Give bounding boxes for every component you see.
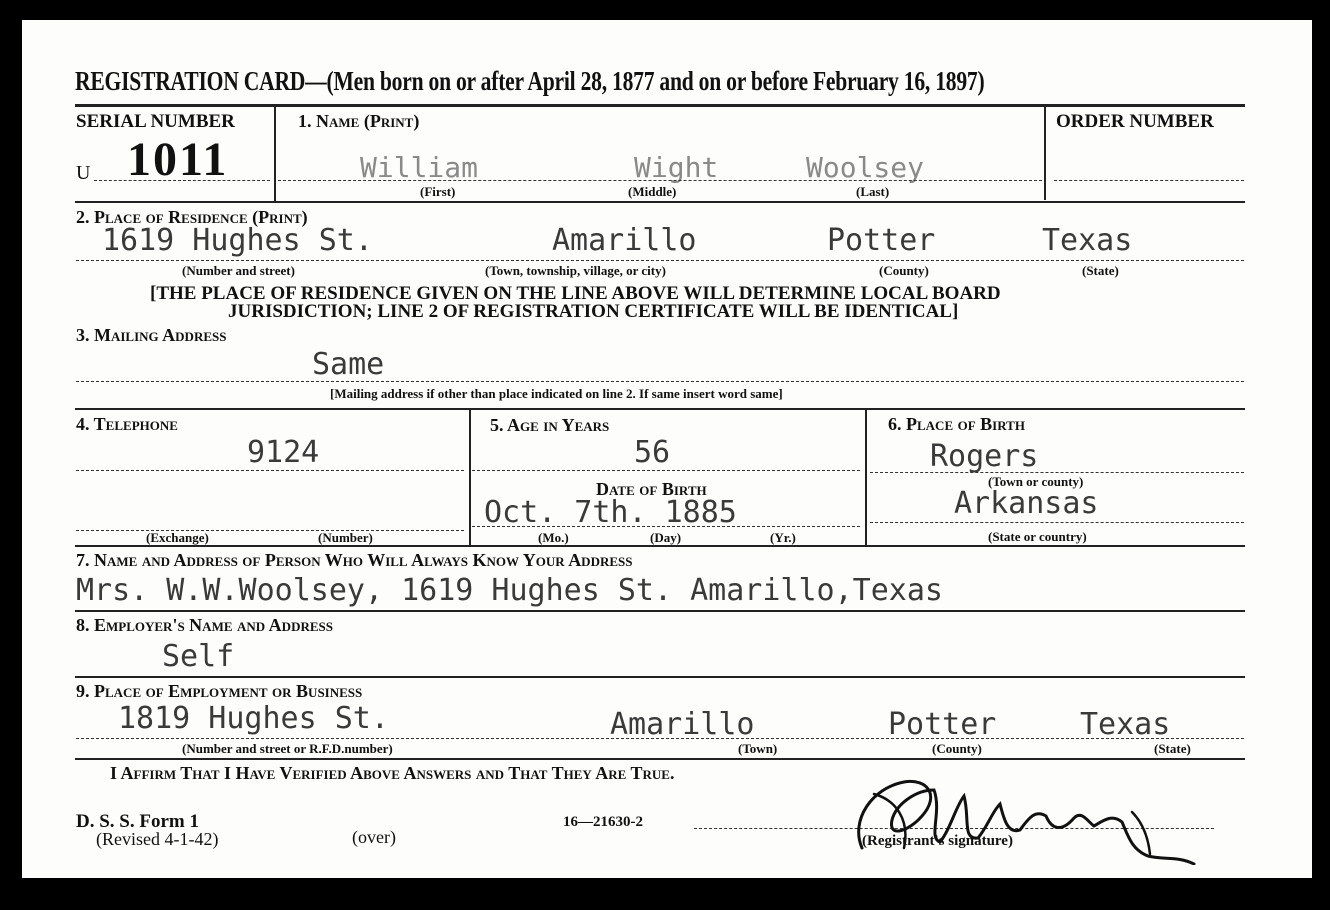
- serial-number-value: 1011: [127, 133, 229, 186]
- affirmation-text: I Affirm That I Have Verified Above Answers and That They Are True.: [110, 763, 675, 783]
- telephone-underline-2: [76, 530, 464, 531]
- employment-town: Amarillo: [610, 707, 755, 742]
- registration-card: [22, 20, 1312, 878]
- registrant-signature: [832, 760, 1212, 865]
- header-rule: [75, 104, 1245, 107]
- residence-town: Amarillo: [552, 223, 697, 258]
- residence-underline: [76, 260, 1244, 261]
- dob-label: Date of Birth: [596, 479, 707, 499]
- employer-label: 8. Employer's Name and Address: [76, 615, 333, 635]
- order-number-label: ORDER NUMBER: [1056, 111, 1214, 132]
- contact-value: Mrs. W.W.Woolsey, 1619 Hughes St. Amarillo,Texas: [76, 573, 943, 608]
- telephone-number-caption: (Number): [318, 530, 373, 545]
- row1-rule: [75, 201, 1245, 203]
- mailing-address-label: 3. Mailing Address: [76, 325, 227, 345]
- dob-day-caption: (Day): [650, 530, 682, 545]
- form-number: D. S. S. Form 1: [76, 811, 199, 832]
- row3-rule: [75, 408, 1245, 410]
- telephone-divider: [469, 409, 471, 545]
- name-middle-caption: (Middle): [628, 184, 677, 199]
- name-last-caption: (Last): [856, 184, 890, 199]
- dob-underline: [472, 526, 860, 527]
- form-revised: (Revised 4-1-42): [96, 829, 219, 849]
- name-label: 1. Name (Print): [298, 111, 420, 131]
- row8-rule: [75, 676, 1245, 678]
- birthplace-label: 6. Place of Birth: [888, 414, 1025, 434]
- birthplace-town-caption: (Town or county): [988, 474, 1084, 489]
- form-code: 16—21630-2: [563, 814, 643, 830]
- over-label: (over): [352, 827, 396, 847]
- contact-label: 7. Name and Address of Person Who Will Always Know Your Address: [76, 550, 633, 570]
- serial-number-label: SERIAL NUMBER: [76, 111, 235, 132]
- birthplace-state-underline: [870, 522, 1244, 523]
- age-divider: [865, 409, 867, 545]
- card-title: REGISTRATION CARD—(Men born on or after April 28, 1877 and on or before February 16, 1897): [75, 66, 985, 96]
- birthplace-town-underline: [870, 472, 1244, 473]
- dob-yr-caption: (Yr.): [770, 530, 796, 545]
- serial-divider: [274, 106, 276, 202]
- telephone-label: 4. Telephone: [76, 414, 178, 434]
- name-underline: [278, 180, 1042, 181]
- age-value: 56: [634, 435, 671, 470]
- residence-state: Texas: [1042, 223, 1133, 258]
- signature-caption: (Registrant's signature): [862, 833, 1013, 849]
- name-first-caption: (First): [420, 184, 456, 199]
- employment-state-caption: (State): [1154, 741, 1191, 756]
- residence-town-caption: (Town, township, village, or city): [485, 263, 666, 278]
- telephone-number: 9124: [247, 435, 320, 470]
- employment-label: 9. Place of Employment or Business: [76, 681, 363, 701]
- residence-street: 1619 Hughes St.: [102, 223, 373, 258]
- order-divider: [1044, 106, 1046, 200]
- employer-value: Self: [162, 639, 235, 674]
- residence-county: Potter: [827, 223, 936, 258]
- residence-label: 2. Place of Residence (Print): [76, 207, 308, 227]
- birthplace-state: Arkansas: [954, 486, 1099, 521]
- residence-notice-line1: [THE PLACE OF RESIDENCE GIVEN ON THE LINE ABOVE WILL DETERMINE LOCAL BOARD: [150, 283, 1001, 304]
- mailing-caption: [Mailing address if other than place indicated on line 2. If same insert word same]: [330, 386, 783, 401]
- serial-prefix: U: [76, 162, 91, 184]
- birthplace-town: Rogers: [930, 439, 1039, 474]
- employment-underline: [76, 738, 1244, 739]
- employment-state: Texas: [1080, 707, 1171, 742]
- mailing-underline: [76, 381, 1244, 382]
- order-underline: [1054, 180, 1244, 181]
- row7-rule: [75, 610, 1245, 612]
- name-last: Woolsey: [806, 151, 925, 184]
- employment-street: 1819 Hughes St.: [118, 701, 389, 736]
- employment-county-caption: (County): [932, 741, 982, 756]
- employment-town-caption: (Town): [738, 741, 778, 756]
- age-label: 5. Age in Years: [490, 415, 610, 435]
- row4-rule: [75, 545, 1245, 547]
- mailing-address-value: Same: [312, 347, 385, 382]
- residence-county-caption: (County): [879, 263, 929, 278]
- birthplace-state-caption: (State or country): [988, 529, 1087, 544]
- dob-mo-caption: (Mo.): [538, 530, 569, 545]
- residence-street-caption: (Number and street): [182, 263, 295, 278]
- name-first: William: [360, 151, 479, 184]
- residence-notice-line2: JURISDICTION; LINE 2 OF REGISTRATION CERTIFICATE WILL BE IDENTICAL]: [228, 301, 959, 322]
- dob-value: Oct. 7th. 1885: [484, 495, 737, 530]
- employment-county: Potter: [888, 707, 997, 742]
- telephone-underline: [76, 470, 464, 471]
- employment-street-caption: (Number and street or R.F.D.number): [182, 741, 393, 756]
- telephone-exchange-caption: (Exchange): [146, 530, 209, 545]
- name-middle: Wight: [634, 151, 719, 184]
- residence-state-caption: (State): [1082, 263, 1119, 278]
- age-underline: [472, 470, 860, 471]
